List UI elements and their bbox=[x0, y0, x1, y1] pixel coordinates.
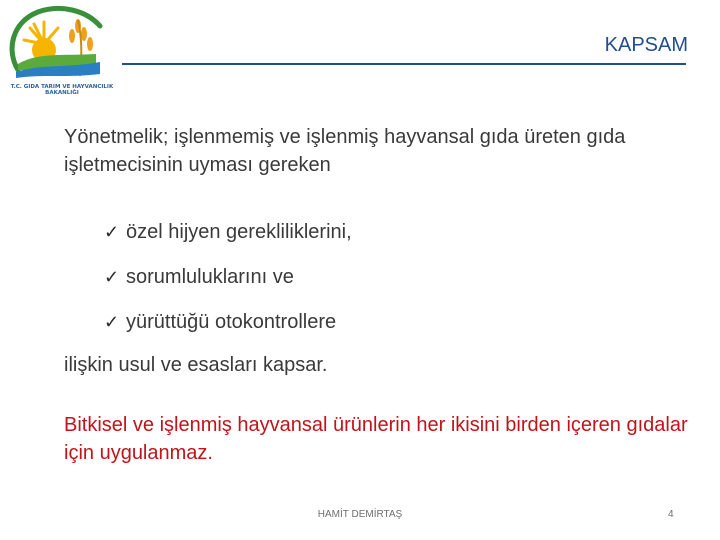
page-number: 4 bbox=[668, 509, 674, 520]
check-icon: ✓ bbox=[104, 267, 120, 287]
ministry-emblem-icon bbox=[4, 4, 116, 84]
bullet-text: sorumluluklarını ve bbox=[126, 266, 294, 288]
ministry-logo bbox=[4, 4, 116, 104]
bullet-list bbox=[104, 210, 664, 345]
intro-paragraph: Yönetmelik; işlenmemiş ve işlenmiş hayvansal gıda üreten gıda işletmecisinin uyması gereken bbox=[64, 126, 626, 176]
exclusion-note: Bitkisel ve işlenmiş hayvansal ürünlerin her ikisini birden içeren gıdalar için uygulanmaz. bbox=[64, 414, 688, 464]
footer-author: HAMİT DEMİRTAŞ bbox=[317, 509, 403, 520]
closing-paragraph: ilişkin usul ve esasları kapsar. bbox=[64, 354, 328, 376]
bullet-text: özel hijyen gerekliliklerini, bbox=[126, 221, 352, 243]
list-item bbox=[104, 300, 664, 345]
title-divider bbox=[122, 63, 686, 65]
page-title: KAPSAM bbox=[604, 34, 688, 56]
list-item bbox=[104, 210, 664, 255]
check-icon: ✓ bbox=[104, 312, 120, 332]
logo-text: T.C. GIDA TARIM VE HAYVANCILIK BAKANLIĞI bbox=[10, 84, 114, 96]
check-icon: ✓ bbox=[104, 222, 120, 242]
bullet-text: yürüttüğü otokontrollere bbox=[126, 311, 337, 333]
list-item bbox=[104, 255, 664, 300]
